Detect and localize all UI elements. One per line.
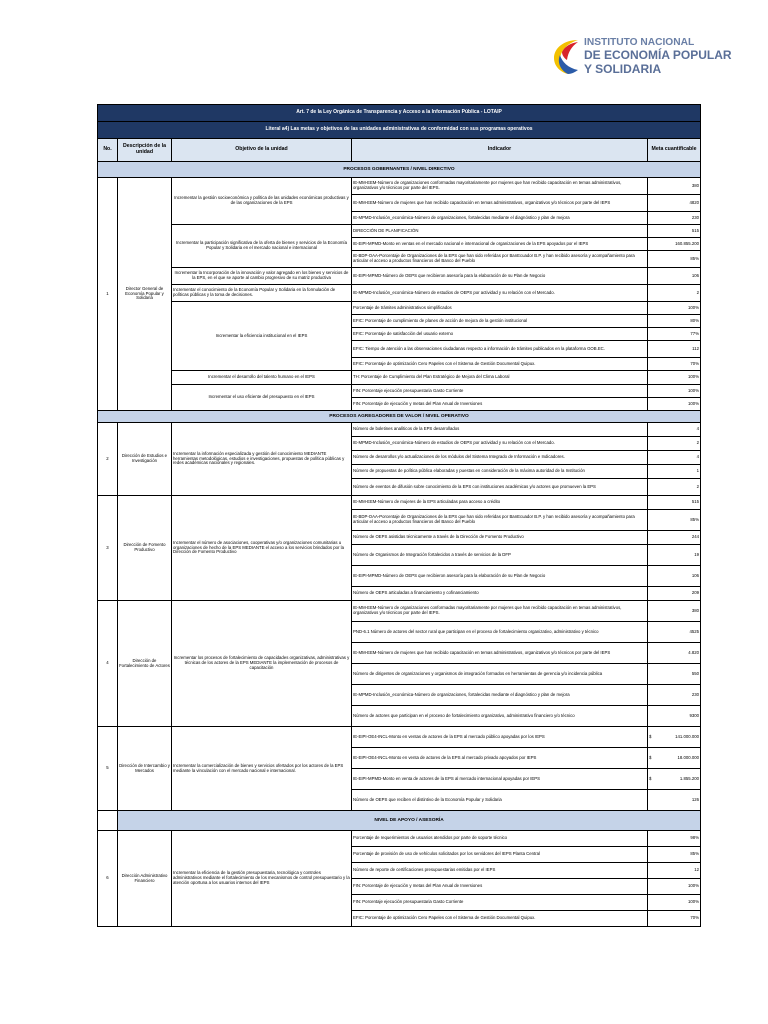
meta-cell: 112: [648, 341, 701, 358]
unit-description: Dirección de Intercambio y Mercados: [118, 727, 172, 811]
unit-objective: Incrementar la información especializada y gestión del conocimiento MEDIANTE herramientas metodológicas, estudios e investigaciones, propuestas de política públicas y redes académicas nacionales y regionales.: [172, 423, 352, 496]
indicator-cell: Porcentaje de requerimientos de usuarios atendidos por parte de soporte técnico: [352, 831, 648, 847]
meta-cell: 550: [648, 664, 701, 685]
meta-cell: 77%: [648, 328, 701, 341]
unit-description: Director General de Economía Popular y Solidaria: [118, 178, 172, 411]
indicator-cell: Número de actores que participan en el proceso de fortalecimiento organizativo, administrativo financiero y/o técnico: [352, 706, 648, 727]
unit-objective: Incrementar el desarrollo del talento humano en el IEPS: [172, 371, 352, 385]
logo-line-3: Y SOLIDARIA: [584, 62, 662, 76]
unit-objective: Incrementar la participación significativa de la oferta de bienes y servicios de la Economía Popular y Solidaria en el mercado nacional e internacional: [172, 225, 352, 268]
col-header-desc: Descripción de la unidad: [118, 139, 172, 162]
col-header-meta: Meta cuantificable: [648, 139, 701, 162]
indicator-cell: Número de reporte de certificaciones presupuestarias emitidas por el IEPS: [352, 863, 648, 879]
indicator-cell: FIN: Porcentaje ejecución presupuestaria Gasto Corriente: [352, 385, 648, 398]
indicator-cell: Número de eventos de difusión sobre conocimiento de la EPS con instituciones académicas y/o actores que promueven la EPS: [352, 479, 648, 496]
indicator-cell: IE-MM-EEM-Número de organizaciones conformadas mayoritariamente por mujeres que han recibido capacitación en temas administrativos, organizativos y/o técnicos por parte del IEPS.: [352, 178, 648, 195]
meta-cell: 380: [648, 601, 701, 622]
unit-objective: Incrementar la gestión socioeconómica y política de las unidades económicas productivas y de las organizaciones de la EPS: [172, 178, 352, 225]
meta-cell: 209: [648, 587, 701, 601]
meta-cell: 126: [648, 790, 701, 811]
logo-line-2: DE ECONOMÍA POPULAR: [584, 48, 732, 62]
unit-objective: Incrementar la eficiencia institucional en el IEPS: [172, 302, 352, 371]
indicator-cell: DIRECCIÓN DE PLANIFICACIÓN: [352, 225, 648, 238]
indicator-cell: Número de Organismos de Integración fortalecidos a través de servicios de la DFP: [352, 545, 648, 566]
indicator-cell: IE-EIPI-MPMD-Número de OEPS que recibieron asesoría para la elaboración de su Plan de Negocio: [352, 268, 648, 285]
logo-line-1: INSTITUTO NACIONAL: [584, 37, 695, 48]
indicator-cell: IE-MM-EEM-Número de mujeres que han recibido capacitación en temas administrativos, organizativos y/o técnicos por parte del IEPS: [352, 643, 648, 664]
meta-cell: 515: [648, 225, 701, 238]
indicator-cell: IE-EIPI-MPMD-Monto en venta de actores de la EPS al mercado internacional apoyadas por IEPS: [352, 769, 648, 790]
col-header-obj: Objetivo de la unidad: [172, 139, 352, 162]
unit-number: 5: [98, 727, 118, 811]
currency-symbol: $: [649, 733, 652, 739]
meta-cell: 106: [648, 268, 701, 285]
unit-number: 6: [98, 831, 118, 927]
unit-objective: Incrementar la Incorporación de la innovación y valor agregado en los bienes y servicios de la EPS, en el que se aporte al cambio progresivo de su matriz productiva: [172, 268, 352, 285]
meta-cell: 100%: [648, 398, 701, 411]
unit-number: 1: [98, 178, 118, 411]
meta-cell: 4.820: [648, 643, 701, 664]
indicator-cell: Número de dirigentes de organizaciones y organismos de integración formados en herramientas de gerencia y/o incidencia pública: [352, 664, 648, 685]
section-header: PROCESOS AGREGADORES DE VALOR / NIVEL OPERATIVO: [98, 411, 701, 423]
meta-cell: [648, 769, 701, 790]
meta-cell: 380: [648, 178, 701, 195]
meta-value: 18.000.000: [677, 754, 700, 760]
meta-cell: 70%: [648, 358, 701, 371]
meta-cell: 230: [648, 685, 701, 706]
meta-cell: 160.855.200: [648, 238, 701, 251]
indicator-cell: Número de OEPS que reciben el distintivo de la Economía Popular y Solidaria: [352, 790, 648, 811]
indicator-cell: IE-BDP-OAA-Porcentaje de Organizaciones de la EPS que han sido referidas por BanEcuador B.P. y han recibido asesoría y acompañamiento para articular el acceso a productos financieros del Banco del Pueblo: [352, 510, 648, 531]
meta-cell: 19: [648, 545, 701, 566]
indicator-cell: FIN: Porcentaje de ejecución y metas del Plan Anual de Inversiones: [352, 398, 648, 411]
indicator-cell: Porcentaje de provisión de uso de vehículos solicitados por los servidores del IEPS Planta Central: [352, 847, 648, 863]
meta-cell: 106: [648, 566, 701, 587]
meta-value: 1.855.200: [679, 775, 700, 781]
indicator-cell: IE-MM-EEM-Número de mujeres de la EPS articuladas para acceso a crédito: [352, 496, 648, 510]
indicator-cell: PND-6.1 Número de actores del sector rural que participan en el proceso de fortalecimiento organizativo, administrativo y técnico: [352, 622, 648, 643]
indicator-cell: Número de desarrollos y/o actualizaciones de los módulos del Sistema Integrado de Información e Indicadores.: [352, 451, 648, 465]
unit-number: 2: [98, 423, 118, 496]
meta-cell: 12: [648, 863, 701, 879]
meta-cell: 230: [648, 212, 701, 225]
indicator-cell: IE-MPMD-Inclusión_económica-Número de organizaciones, fortalecidas mediante el diagnóstico y plan de mejora: [352, 212, 648, 225]
meta-cell: 9300: [648, 706, 701, 727]
indicator-cell: IE-MPMD-Inclusión_económica-Número de organizaciones, fortalecidas mediante el diagnóstico y plan de mejora: [352, 685, 648, 706]
indicator-cell: EFIC: Porcentaje de optimización Cero Papeles con el Sistema de Gestión Documental Quipux.: [352, 358, 648, 371]
meta-cell: 70%: [648, 911, 701, 927]
ieps-logo-mark: [548, 36, 582, 76]
meta-cell: 100%: [648, 302, 701, 315]
meta-cell: 515: [648, 496, 701, 510]
meta-cell: 85%: [648, 251, 701, 268]
indicator-cell: IE-MM-EEM-Número de mujeres que han recibido capacitación en temas administrativos, organizativos y/o técnicos por parte del IEPS: [352, 195, 648, 212]
indicator-cell: IE-EIPI-OE4-INCL-Monto en ventas de actores de la EPS al mercado público apoyadas por los IEPS: [352, 727, 648, 748]
unit-objective: Incrementar el número de asociaciones, cooperativas y/o organizaciones comunitarias u organizaciones de hecho de la EPS MEDIANTE el acceso a los servicios brindados por la Dirección de Fomento Productivo: [172, 496, 352, 601]
unit-objective: Incrementar los procesos de fortalecimiento de capacidades organizativas, administrativas y técnicas de los actores de la EPS MEDIANTE la implementación de procesos de capacitación: [172, 601, 352, 727]
indicator-cell: EFIC: Porcentaje de optimización Cero Papeles con el Sistema de Gestión Documental Quipux.: [352, 911, 648, 927]
unit-description: Dirección Administrativo Financiero: [118, 831, 172, 927]
table-title: Art. 7 de la Ley Orgánica de Transparencia y Acceso a la Información Pública - LOTAIP: [98, 105, 701, 122]
indicator-cell: IE-EIPI-MPMD-Número de OEPS que recibieron asesoría para la elaboración de su Plan de Negocio: [352, 566, 648, 587]
unit-number: 3: [98, 496, 118, 601]
indicator-cell: EFIC: Tiempo de atención a las observaciones ciudadanas respecto a información de trámites publicados en la plataforma GOB.EC.: [352, 341, 648, 358]
indicator-cell: IE-EIPI-MPMD-Monto en ventas en el mercado nacional e internacional de organizaciones de la EPS apoyados por el IEPS: [352, 238, 648, 251]
indicator-cell: FIN: Porcentaje ejecución presupuestaria Gasto Corriente: [352, 895, 648, 911]
unit-description: Dirección de Fomento Productivo: [118, 496, 172, 601]
meta-cell: 4: [648, 451, 701, 465]
indicator-cell: Número de OEPS asistidas técnicamente a través de la Dirección de Fomento Productivo: [352, 531, 648, 545]
table-subtitle: Literal a4) Las metas y objetivos de las unidades administrativas de conformidad con sus programas operativos: [98, 122, 701, 139]
meta-cell: 100%: [648, 371, 701, 385]
indicator-cell: Número de OEPS articuladas a financiamiento y cofinanciamiento: [352, 587, 648, 601]
indicator-cell: IE-EIPI-OE4-INCL-Monto en venta de actores de la EPS al mercado privado apoyados por IEPS: [352, 748, 648, 769]
ieps-logo: [548, 36, 732, 78]
meta-cell: 85%: [648, 847, 701, 863]
currency-symbol: $: [649, 775, 652, 781]
unit-objective: Incrementar la comercialización de bienes y servicios ofertados por los actores de la EPS mediante la vinculación con el mercado nacional e internacional.: [172, 727, 352, 811]
indicator-cell: Número de boletines analíticos de la EPS desarrollados: [352, 423, 648, 437]
currency-symbol: $: [649, 754, 652, 760]
meta-cell: 100%: [648, 385, 701, 398]
col-header-no: No.: [98, 139, 118, 162]
meta-cell: [648, 748, 701, 769]
meta-cell: 80%: [648, 315, 701, 328]
unit-objective: Incrementar el uso eficiente del presupuesto en el IEPS: [172, 385, 352, 411]
meta-cell: 4820: [648, 195, 701, 212]
indicator-cell: EFIC: Porcentaje de satisfacción del usuario externo: [352, 328, 648, 341]
meta-cell: 4525: [648, 622, 701, 643]
indicator-cell: Porcentaje de trámites administrativos simplificados: [352, 302, 648, 315]
meta-cell: 2: [648, 285, 701, 302]
meta-cell: 100%: [648, 879, 701, 895]
meta-cell: [648, 727, 701, 748]
meta-cell: 98%: [648, 831, 701, 847]
indicator-cell: IE-MM-EEM-Número de organizaciones conformadas mayoritariamente por mujeres que han recibido capacitación en temas administrativos, organizativos y/o técnicos por parte del IEPS.: [352, 601, 648, 622]
section-header: NIVEL DE APOYO / ASESORÍA: [118, 811, 701, 831]
meta-value: 141.000.000: [675, 733, 700, 739]
section-header: PROCESOS GOBERNANTES / NIVEL DIRECTIVO: [98, 162, 701, 178]
meta-cell: 1: [648, 465, 701, 479]
indicator-cell: Número de propuestas de política pública elaboradas y puestas en consideración de la máxima autoridad de la Institución: [352, 465, 648, 479]
unit-number: 4: [98, 601, 118, 727]
metas-table: [97, 104, 701, 927]
meta-cell: 4: [648, 423, 701, 437]
indicator-cell: TH: Porcentaje de Cumplimiento del Plan Estratégico de Mejora del Clima Laboral: [352, 371, 648, 385]
meta-cell: 85%: [648, 510, 701, 531]
indicator-cell: EFIC: Porcentaje de cumplimiento de planes de acción de mejora de la gestión institucional: [352, 315, 648, 328]
indicator-cell: IE-MPMD-Inclusión_económica-Número de estudios de OEPS por actividad y su relación con el Mercado.: [352, 285, 648, 302]
meta-cell: 244: [648, 531, 701, 545]
unit-objective: Incrementar la eficiencia de la gestión presupuestaria, tecnológica y controles administrativos mediante el fortalecimiento de los mecanismos de control presupuestario y la atención oportuna a los usuarios internos del IEPS: [172, 831, 352, 927]
meta-cell: 2: [648, 437, 701, 451]
unit-description: Dirección de Estudios e Investigación: [118, 423, 172, 496]
indicator-cell: FIN: Porcentaje de ejecución y metas del Plan Anual de Inversiones: [352, 879, 648, 895]
indicator-cell: IE-MPMD-Inclusión_económica-Número de estudios de OEPS por actividad y su relación con el Mercado.: [352, 437, 648, 451]
meta-cell: 2: [648, 479, 701, 496]
col-header-ind: Indicador: [352, 139, 648, 162]
unit-objective: Incrementar el conocimiento de la Economía Popular y Solidaria en la formulación de políticas públicas y la toma de decisiones.: [172, 285, 352, 302]
indicator-cell: IE-BDP-OAA-Porcentaje de Organizaciones de la EPS que han sido referidas por BanEcuador B.P. y han recibido asesoría y acompañamiento para articular el acceso a productos financieros del Banco del Pueblo: [352, 251, 648, 268]
meta-cell: 100%: [648, 895, 701, 911]
unit-description: Dirección de Fortalecimiento de Actores: [118, 601, 172, 727]
